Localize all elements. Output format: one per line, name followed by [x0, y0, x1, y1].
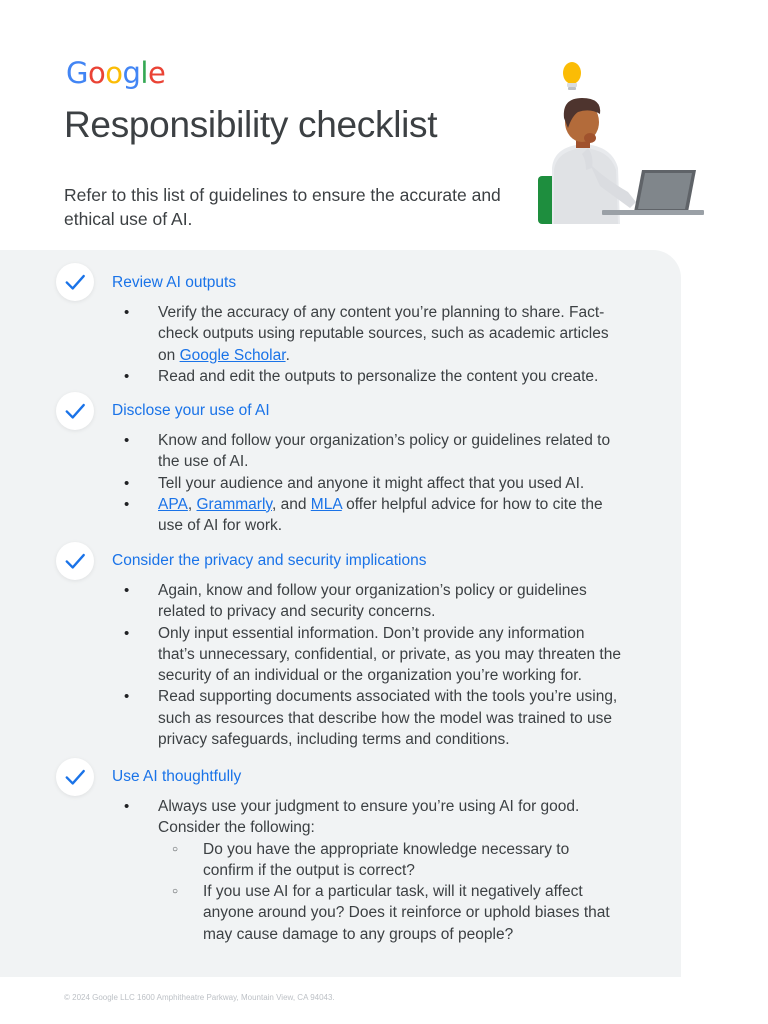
checkmark-icon — [64, 400, 86, 422]
list-item — [112, 302, 622, 366]
list-item — [112, 796, 622, 945]
lightbulb-icon — [563, 62, 581, 90]
list-item-text: , and — [272, 495, 311, 513]
checkmark-badge — [56, 392, 94, 430]
apa-link[interactable]: APA — [158, 495, 188, 513]
person-figure — [538, 98, 636, 224]
logo-letter: o — [105, 56, 123, 90]
list-item — [112, 366, 622, 387]
sub-bullet-list — [158, 839, 622, 945]
intro-text: Refer to this list of guidelines to ensure the accurate and ethical use of AI. — [64, 185, 501, 229]
mla-link[interactable]: MLA — [310, 495, 342, 513]
list-item — [112, 580, 622, 623]
list-item — [112, 430, 622, 473]
list-item — [112, 473, 622, 494]
list-item-text: . — [285, 346, 290, 364]
section-title: Review AI outputs — [112, 274, 237, 291]
bullet-list — [112, 796, 622, 945]
checkmark-icon — [64, 271, 86, 293]
checkmark-icon — [64, 550, 86, 572]
footer-copyright: © 2024 Google LLC 1600 Amphitheatre Parkway, Mountain View, CA 94043. — [64, 993, 335, 1002]
grammarly-link[interactable]: Grammarly — [196, 495, 272, 513]
list-item-text: Always use your judgment to ensure you’re using AI for good. Consider the following: — [158, 798, 580, 837]
section-title: Use AI thoughtfully — [112, 768, 242, 785]
list-item-text: Read supporting documents associated with the tools you’re using, such as resources that describe how the model was trained to use privacy safeguards, including terms and conditions. — [158, 688, 618, 749]
list-item-text: Verify the accuracy of any content you’re planning to share. Fact-check outputs using reputable sources, such as academic articles on — [158, 304, 609, 364]
page-title: Responsibility checklist — [64, 104, 438, 145]
logo-letter: G — [66, 56, 88, 90]
list-item-text: Only input essential information. Don’t provide any information that’s unnecessary, confidential, or private, as you may threaten the security of an individual or the organization you’re working for. — [158, 624, 621, 685]
sub-list-item: ○ If you use AI for a particular task, will it negatively affect anyone around you? Does it reinforce or uphold biases that may cause damage to any groups of people? — [158, 881, 622, 945]
list-item — [112, 686, 622, 750]
logo-letter: e — [147, 56, 166, 90]
checkmark-badge — [56, 758, 94, 796]
bullet-list — [112, 580, 622, 750]
logo-letter: o — [87, 56, 106, 90]
list-item — [112, 623, 622, 687]
list-item-text: Tell your audience and anyone it might affect that you used AI. — [158, 474, 585, 492]
google-scholar-link[interactable]: Google Scholar — [179, 346, 286, 364]
google-logo — [66, 56, 165, 90]
checkmark-badge — [56, 542, 94, 580]
bullet-list — [112, 430, 622, 536]
list-item-text: offer helpful advice for how to cite the use of AI for work. — [158, 495, 603, 535]
list-item-text: Read and edit the outputs to personalize the content you create. — [158, 367, 599, 385]
logo-letter: l — [140, 56, 148, 90]
logo-letter: g — [122, 56, 141, 90]
checkmark-badge — [56, 263, 94, 301]
section-title: Consider the privacy and security implications — [112, 552, 427, 569]
checkmark-icon — [64, 766, 86, 788]
section-title: Disclose your use of AI — [112, 402, 270, 419]
person-laptop-illustration — [532, 56, 708, 228]
list-item-text: Know and follow your organization’s policy or guidelines related to the use of AI. — [158, 432, 611, 471]
list-item-text: , — [187, 495, 197, 513]
sub-list-item: ○ Do you have the appropriate knowledge necessary to confirm if the output is correct? — [158, 839, 622, 882]
list-item-text: Again, know and follow your organization’s policy or guidelines related to privacy and security concerns. — [158, 582, 587, 621]
list-item — [112, 494, 622, 537]
bullet-list — [112, 302, 622, 387]
